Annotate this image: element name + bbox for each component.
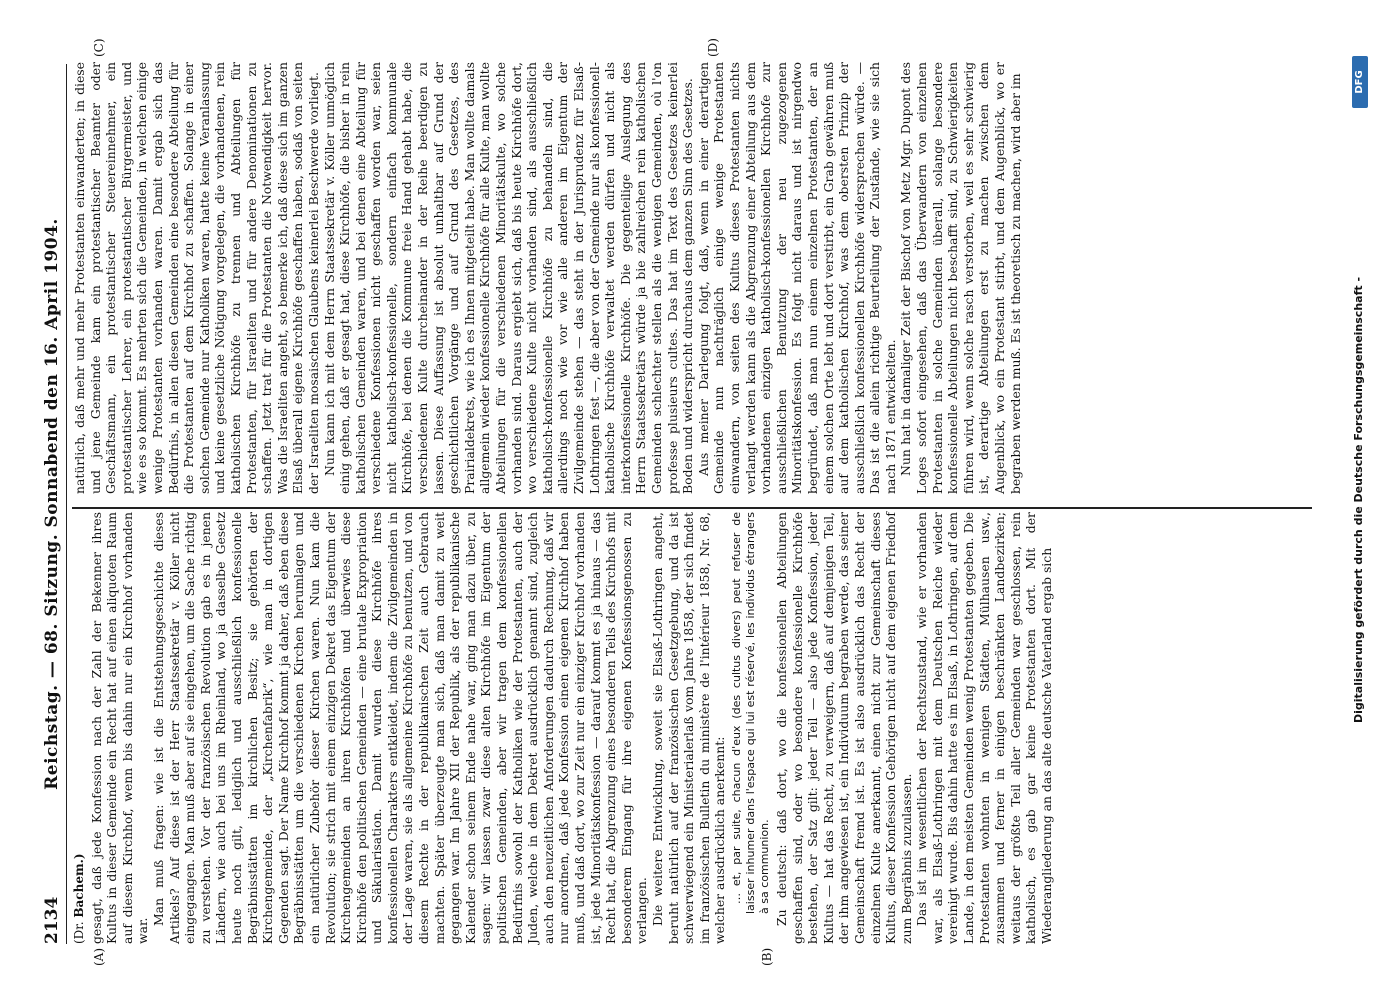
paragraph: Man muß fragen: wie ist die Entstehungsgeschichte dieses Artikels? Auf diese ist der Herr Staatssekretär v. Köller nicht eingegangen. Man muß aber auf sie eingehen, um die Sache richtig zu verstehen. Vor der französischen Revolution gab es in jenen Ländern, wie auch bei uns im Rheinland, wo ja dasselbe Gesetz heute noch gilt, lediglich und ausschließlich konfessionelle Begräbnisstätten im kirchlichen Besitz; sie gehörten der Kirchengemeinde, der „Kirchenfabrik“, wie man in dortigen Gegenden sagt. Der Name Kirchhof kommt ja daher, daß eben diese Begräbnisstätten um die verschiedenen Kirchen herumlagen und ein natürlicher Zubehör dieser Kirchen waren. Nun kam die Revolution; sie strich mit einem einzigen Dekret das Eigentum der Kirchengemeinden an ihren Kirchhöfen und überwies diese Kirchhöfe den politischen Gemeinden — eine brutale Expropriation und Säkularisation. Damit wurden diese Kirchhöfe ihres konfessionellen Charakters entkleidet, indem die Zivilgemeinden in der Lage waren, sie als allgemeine Kirchhöfe zu benutzen, und von diesem Rechte in der republikanischen Zeit auch Gebrauch machten. Später überzeugte man sich, daß man damit zu weit gegangen war. Im Jahre XII der Republik, als der republikanische Kalender schon seinem Ende nahe war, ging man dazu über, zu sagen: wir lassen zwar diese alten Kirchhöfe im Eigentum der politischen Gemeinden, aber wir tragen dem konfessionellen Bedürfnis sowohl der Katholiken wie der Protestanten, auch der Juden, welche in dem Dekret ausdrücklich genannt sind, zugleich auch den neuzeitlichen Anforderungen dadurch Rechnung, daß wir nur anordnen, daß jede Konfession einen eigenen Kirchhof haben muß, und daß dort, wo zur Zeit nur ein einziger Kirchhof vorhanden ist, jede Minoritätskonfession — darauf kommt es ja hinaus — das Recht hat, die Abgrenzung eines besonderen Teils des Kirchhofs mit besonderem Eingang für ihre eigenen Konfessionsgenossen zu verlangen. bbox=[150, 512, 650, 944]
left-column bbox=[72, 512, 1055, 944]
margin-marker-a: (A) bbox=[92, 947, 106, 966]
margin-marker-b: (B) bbox=[760, 947, 774, 966]
speaker-name: Bachem.) bbox=[72, 853, 86, 918]
paragraph: Nun hat in damaliger Zeit der Bischof von Metz Mgr. Dupont des Loges sofort eingesehen, daß das Überwandern von einzelnen Protestanten in solche Gemeinden überall, solange besondere konfessionelle Abteilungen nicht beschafft sind, zu Schwierigkeiten führen wird, wenn solche rasch verstorben, weil es sehr schwierig ist, derartige Abteilungen erst zu machen zwischen dem Augenblick, wo ein Protestant stirbt, und dem Augenblick, wo er begraben werden muß. Es ist theoretisch zu machen, wird aber im bbox=[898, 62, 1023, 494]
paragraph: Nun kann ich mit dem Herrn Staatssekretär v. Köller unmöglich einig gehen, daß er gesagt hat, diese Kirchhöfe, die bisher in rein katholischen Gemeinden waren, und bei denen eine Abteilung für verschiedene Konfessionen nicht geschaffen worden war, seien nicht katholisch-konfessionelle, sondern einfach kommunale Kirchhöfe, bei denen die Kommune freie Hand gehabt habe, die verschiedenen Kulte durcheinander in der Reihe beerdigen zu lassen. Diese Auffassung ist absolut unhaltbar auf Grund der geschichtlichen Vorgänge und auf Grund des Gesetzes, des Prairialdekrets, wie ich es Ihnen mitgeteilt habe. Man wollte damals allgemein wieder konfessionelle Kirchhöfe für alle Kulte, man wollte Abteilungen für die verschiedenen Minoritätskulte, wo solche vorhanden sind. Daraus ergiebt sich, daß bis heute Kirchhöfe dort, wo verschiedene Kulte nicht vorhanden sind, als ausschließlich katholisch-konfessionelle Kirchhöfe zu behandeln sind, die allerdings noch wie vor wie alle anderen im Eigentum der Zivilgemeinde stehen — das steht in der Jurisprudenz für Elsaß-Lothringen fest —, die aber von der Gemeinde nur als konfessionell-katholische Kirchhöfe verwaltet werden dürfen und nicht als interkonfessionelle Kirchhöfe. Die gegenteilige Auslegung des Herrn Staatssekretärs würde ja bie zahlreichen rein katholischen Gemeinden schlechter stellen als die wenigen Gemeinden, où l'on professe plusieurs cultes. Das hat im Text des Gesetzes keinerlei Boden und widerspricht durchaus dem ganzen Sinn des Gesetzes. bbox=[321, 62, 696, 494]
column-divider bbox=[72, 508, 1312, 510]
right-column bbox=[72, 62, 1023, 494]
speaker-line bbox=[72, 512, 88, 944]
digitization-credit bbox=[1352, 0, 1365, 1000]
paragraph: natürlich, daß mehr und mehr Protestanten einwanderten; in diese und jene Gemeinde kam ein protestantischer Beamter oder Geschäftsmann, ein protestantischer Steuereinnehmer, ein protestantischer Lehrer, ein protestantischer Bürgermeister, und wie es so kommt. Es mehrten sich die Gemeinden, in welchen einige wenige Protestanten vorhanden waren. Damit ergab sich das Bedürfnis, in allen diesen Gemeinden eine besondere Abteilung für die Protestanten auf dem Kirchhof zu schaffen. Solange in einer solchen Gemeinde nur Katholiken waren, hatte keine Veranlassung und keine gesetzliche Nötigung vorgelegen, die vorhandenen, rein katholischen Kirchhöfe zu trennen und Abteilungen für Protestanten, für Israeliten und für andere Denominationen zu schaffen. Jetzt trat für die Protestanten die Notwendigkeit hervor. Was die Israeliten angeht, so bemerke ich, daß diese sich im ganzen Elsaß überall eigene Kirchhöfe geschaffen haben, sodaß von seiten der Israeliten mosaischen Glaubens keinerlei Beschwerde vorliegt. bbox=[72, 62, 321, 494]
paragraph: Die weitere Entwicklung, soweit sie Elsaß-Lothringen angeht, beruht natürlich auf der französischen Gesetzgebung, und da ist schwerwiegend ein Ministerialerlaß vom Jahre 1858, der sich findet im französischen Bulletin du ministère de l'intérieur 1858, Nr. 68, welcher ausdrücklich anerkennt: bbox=[649, 512, 728, 944]
french-quote: … et, par suite, chacun d'eux (des cultus divers) peut refuser de laisser inhumer dans l'espace qui lui est réservé, les individus étrangers à sa communion. bbox=[729, 512, 771, 914]
paragraph: gesagt, daß jede Konfession nach der Zahl der Bekenner ihres Kultus in dieser Gemeinde ein Recht hat auf einen aliquoten Raum auf diesem Kirchhof, wenn bis dahin nur ein Kirchhof vorhanden war. bbox=[88, 512, 151, 944]
speaker-prefix: (Dr. bbox=[72, 921, 86, 944]
dfg-logo: DFG bbox=[1352, 56, 1368, 108]
credit-text: Digitalisierung gefördert durch die Deutsche Forschungsgemeinschaft - bbox=[1352, 276, 1365, 724]
paragraph: Aus meiner Darlegung folgt, daß, wenn in einer derartigen Gemeinde nun nachträglich einige wenige Protestanten einwandern, von seiten des Kultus dieses Protestanten nichts verlangt werden kann als die Abgrenzung einer Abteilung aus dem vorhandenen einzigen katholisch-konfessionellen Kirchhofe zur ausschließlichen Benutzung der neu zugezogenen Minoritätskonfession. Es folgt nicht daraus und ist nirgendwo begründet, daß man nun einem einzelnen Protestanten, der an einem solchen Orte lebt und dort verstirbt, ein Grab gewähren muß auf dem katholischen Kirchhof, was dem obersten Prinzip der ausschließlich konfessionellen Kirchhöfe widersprechen würde. — Das ist die allein richtige Beurteilung der Zustände, wie sie sich nach 1871 entwickelten. bbox=[695, 62, 898, 494]
header-rule bbox=[66, 64, 67, 944]
margin-marker-c: (C) bbox=[92, 38, 106, 57]
margin-marker-d: (D) bbox=[706, 38, 720, 57]
page-number: 2134 bbox=[42, 896, 62, 944]
paragraph: Zu deutsch: daß dort, wo die konfessionellen Abteilungen geschaffen sind, oder wo besondere konfessionelle Kirchhöfe bestehen, der Satz gilt: jeder Teil — also jede Konfession, jeder Kultus — hat das Recht, zu verweigern, daß auf demjenigen Teil, der ihm angewiesen ist, ein Individuum begraben werde, das seiner Gemeinschaft fremd ist. Es ist also ausdrücklich das Recht der einzelnen Kulte anerkannt, einen nicht zur Gemeinschaft dieses Kultus, dieser Konfession Gehörigen nicht auf dem eigenen Friedhof zum Begräbnis zuzulassen. bbox=[773, 512, 914, 944]
paragraph: Das ist im wesentlichen der Rechtszustand, wie er vorhanden war, als Elsaß-Lothringen mit dem Deutschen Reiche wieder vereinigt wurde. Bis dahin hatte es im Elsaß, in Lothringen, auf dem Lande, in den meisten Gemeinden wenig Protestanten gegeben. Die Protestanten wohnten in wenigen Städten, Mülhausen usw., zusammen und ferner in einigen beschränkten Landbezirken; weitaus der größte Teil aller Gemeinden war geschlossen, rein katholisch, es gab gar keine Protestanten dort. Mit der Wiederangliederung an das alte deutsche Vaterland ergab sich bbox=[914, 512, 1055, 944]
page-title: Reichstag. — 68. Sitzung. Sonnabend den 16. April 1904. bbox=[42, 218, 62, 790]
